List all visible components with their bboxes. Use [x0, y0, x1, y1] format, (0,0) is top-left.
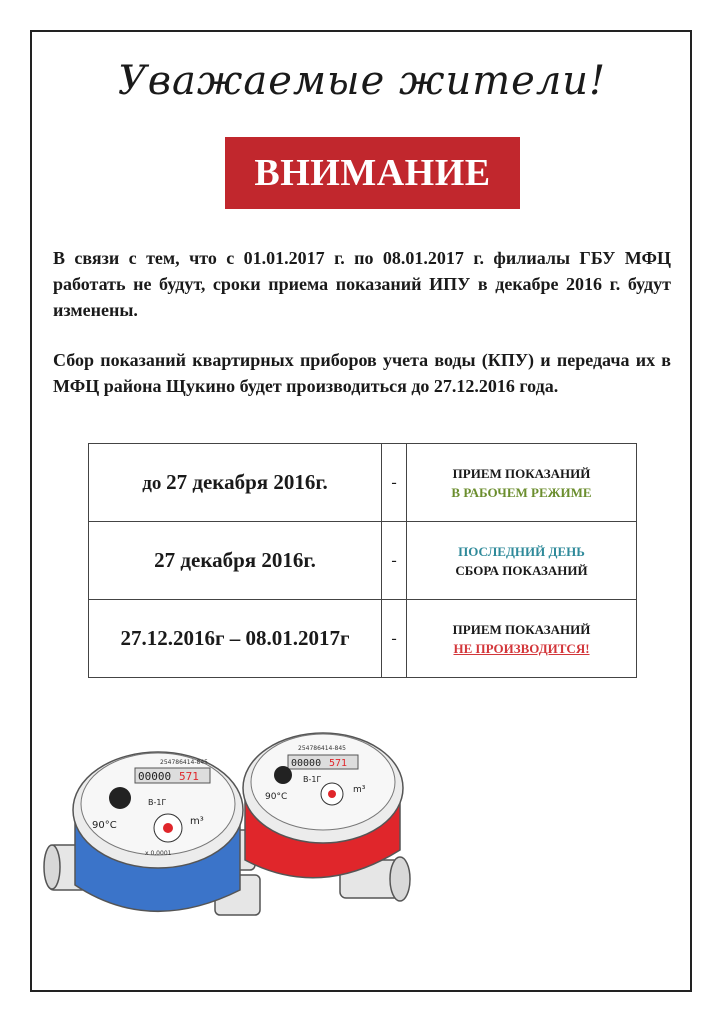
schedule-status	[407, 444, 637, 522]
table-row	[89, 444, 637, 522]
meter-reading-red: 571	[329, 758, 348, 769]
dash-separator: -	[382, 444, 407, 522]
date-main: 27 декабря 2016г.	[166, 470, 328, 494]
meter-reading: 00000	[138, 770, 172, 783]
meter-reading-red: 571	[179, 770, 199, 783]
meter-unit: m³	[353, 785, 366, 795]
status-line: ПРИЕМ ПОКАЗАНИЙ	[452, 621, 591, 637]
meter-temp: 90°C	[92, 820, 117, 831]
schedule-status	[407, 600, 637, 678]
date-main: 27 декабря 2016г.	[154, 548, 316, 572]
attention-banner: ВНИМАНИЕ	[225, 137, 520, 209]
schedule-table	[88, 443, 637, 678]
status-line-highlight: НЕ ПРОИЗВОДИТСЯ!	[453, 640, 590, 656]
date-main: 27.12.2016г – 08.01.2017г	[120, 626, 350, 650]
notice-paragraph: В связи с тем, что с 01.01.2017 г. по 08.01.2017 г. филиалы ГБУ МФЦ работать не будут, сроки приема показаний ИПУ в декабре 2016 г. будут изменены.	[53, 248, 671, 320]
dash-separator: -	[382, 600, 407, 678]
meter-temp: 90°C	[265, 792, 288, 802]
meter-serial: 254786414-845	[298, 745, 346, 752]
status-line: СБОРА ПОКАЗАНИЙ	[455, 562, 588, 578]
meter-class: B-1Г	[303, 775, 322, 784]
status-line-highlight: ПОСЛЕДНИЙ ДЕНЬ	[458, 543, 585, 559]
notice-paragraph: Сбор показаний квартирных приборов учета воды (КПУ) и передача их в МФЦ района Щукино будет производиться до 27.12.2016 года.	[53, 350, 671, 396]
schedule-date	[89, 522, 382, 600]
meter-unit: m³	[190, 816, 204, 827]
table-row	[89, 600, 637, 678]
table-row	[89, 522, 637, 600]
schedule-status	[407, 522, 637, 600]
schedule-date	[89, 600, 382, 678]
meter-class: B-1Г	[148, 798, 167, 807]
dash-separator: -	[382, 522, 407, 600]
meter-dial-value: x 0,0001	[145, 850, 172, 857]
water-meters-illustration	[40, 700, 440, 960]
star-wheel-icon	[274, 766, 292, 784]
status-line-highlight: В РАБОЧЕМ РЕЖИМЕ	[451, 484, 592, 500]
meter-reading: 00000	[291, 758, 322, 769]
date-prefix: до	[142, 473, 162, 494]
schedule-date	[89, 444, 382, 522]
status-line: ПРИЕМ ПОКАЗАНИЙ	[452, 465, 591, 481]
greeting-heading: Уважаемые жители!	[117, 58, 607, 104]
cold-water-meter	[44, 752, 260, 915]
meter-serial: 254786414-845	[160, 759, 208, 766]
star-wheel-icon	[109, 787, 131, 809]
